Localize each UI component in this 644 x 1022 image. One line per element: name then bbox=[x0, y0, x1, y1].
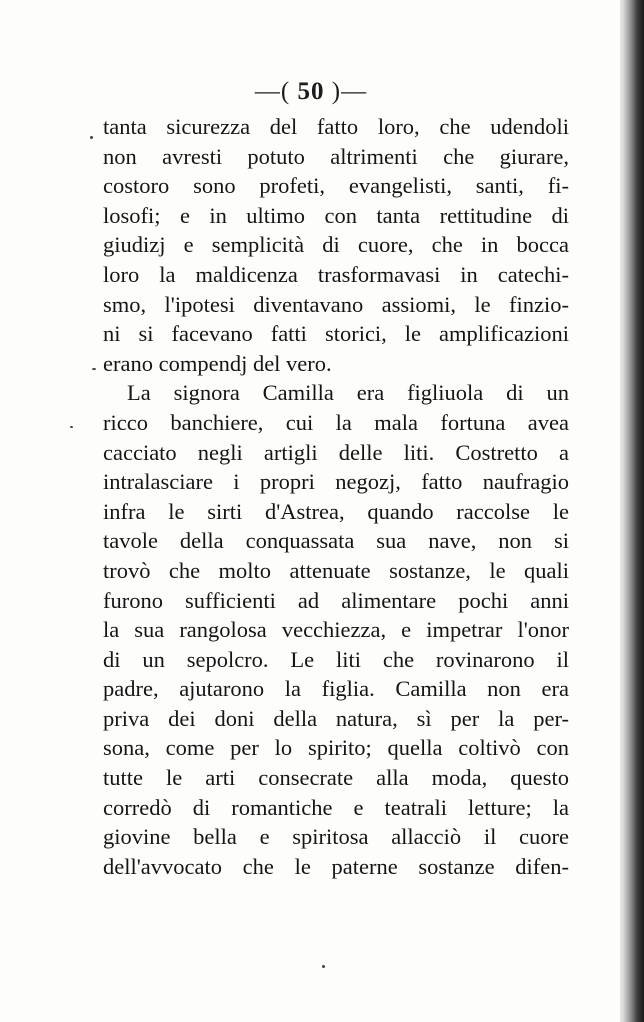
text-line: trovò che molto attenuate sostanze, le quali bbox=[103, 557, 569, 583]
text-line: priva dei doni della natura, sì per la per- bbox=[103, 705, 569, 731]
text-line: furono sufficienti ad alimentare pochi anni bbox=[103, 587, 569, 613]
text-line: la sua rangolosa vecchiezza, e impetrar l'onor bbox=[103, 617, 569, 643]
text-line: sona, come per lo spirito; quella coltivò con bbox=[103, 735, 569, 761]
text-line: loro la maldicenza trasformavasi in catechi- bbox=[103, 261, 569, 287]
text-line: dell'avvocato che le paterne sostanze difen- bbox=[103, 853, 569, 879]
text-line: infra le sirti d'Astrea, quando raccolse le bbox=[103, 498, 569, 524]
paragraph-end-line: erano compendj del vero. bbox=[103, 350, 332, 376]
text-line: giudizj e semplicità di cuore, che in bocca bbox=[103, 232, 569, 258]
text-line: corredò di romantiche e teatrali letture; la bbox=[103, 794, 569, 820]
header-left-mark: —( bbox=[254, 78, 291, 105]
text-line: non avresti potuto altrimenti che giurare, bbox=[103, 143, 569, 169]
text-line: di un sepolcro. Le liti che rovinarono il bbox=[103, 646, 569, 672]
text-line: intralasciare i propri negozj, fatto naufragio bbox=[103, 469, 569, 495]
text-line: ni si facevano fatti storici, le amplificazioni bbox=[103, 321, 569, 347]
paragraph-start-line: La signora Camilla era figliuola di un bbox=[127, 380, 569, 406]
page-number: 50 bbox=[297, 78, 325, 105]
scan-speck bbox=[92, 368, 96, 370]
text-line: costoro sono profeti, evangelisti, santi, fi- bbox=[103, 173, 569, 199]
text-line: padre, ajutarono la figlia. Camilla non era bbox=[103, 676, 569, 702]
scan-speck bbox=[70, 426, 73, 428]
text-line: tanta sicurezza del fatto loro, che udendoli bbox=[103, 114, 569, 139]
text-line: tavole della conquassata sua nave, non si bbox=[103, 528, 569, 554]
text-line: tutte le arti consecrate alla moda, questo bbox=[103, 765, 569, 791]
header-right-mark: )— bbox=[331, 78, 368, 105]
text-line: giovine bella e spiritosa allacciò il cuore bbox=[103, 824, 569, 850]
page-header bbox=[0, 78, 622, 106]
text-line: ricco banchiere, cui la mala fortuna avea bbox=[103, 409, 569, 435]
page-body-text bbox=[103, 112, 569, 881]
page-edge-shadow bbox=[622, 0, 644, 1022]
scan-speck bbox=[322, 965, 325, 968]
text-line: cacciato negli artigli delle liti. Costretto a bbox=[103, 439, 569, 465]
text-line: smo, l'ipotesi diventavano assiomi, le finzio- bbox=[103, 291, 569, 317]
scan-speck bbox=[90, 136, 93, 139]
text-line: losofi; e in ultimo con tanta rettitudine di bbox=[103, 202, 569, 228]
